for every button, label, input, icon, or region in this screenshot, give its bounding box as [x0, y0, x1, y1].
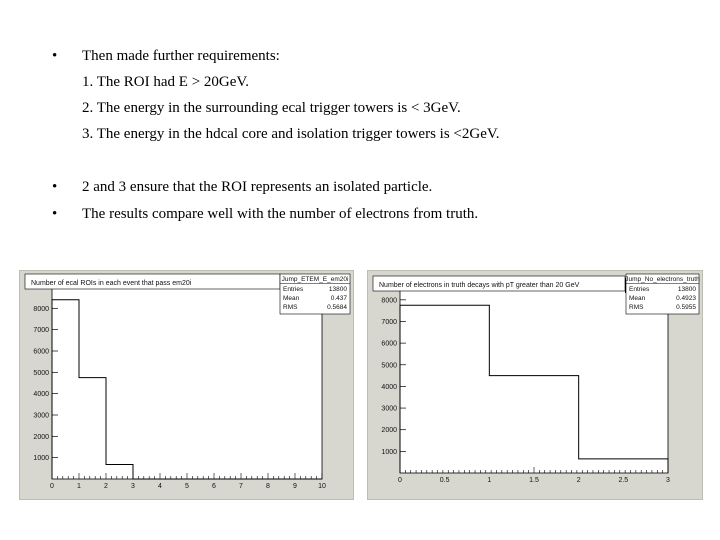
y-tick-label: 2000: [381, 427, 397, 435]
y-tick-label: 1000: [381, 448, 397, 456]
sub-item: 1. The ROI had E > 20GeV.: [82, 74, 250, 90]
x-tick-label: 3: [666, 477, 670, 484]
x-tick-label: 9: [293, 483, 297, 490]
y-tick-label: 8000: [33, 305, 49, 313]
bullet-marker: •: [52, 179, 58, 195]
stats-value: 0.437: [330, 295, 347, 302]
bullet-text: 2 and 3 ensure that the ROI represents an isolated particle.: [82, 179, 433, 195]
y-tick-label: 6000: [33, 348, 49, 356]
histogram-ecal-rois: [20, 271, 353, 499]
y-tick-label: 7000: [33, 327, 49, 335]
y-tick-label: 4000: [33, 391, 49, 399]
y-tick-label: 5000: [33, 369, 49, 377]
bullet-marker: •: [52, 48, 58, 64]
y-tick-label: 2000: [33, 433, 49, 441]
x-tick-label: 4: [158, 483, 162, 490]
x-tick-label: 0: [50, 483, 54, 490]
x-tick-label: 3: [131, 483, 135, 490]
x-tick-label: 5: [185, 483, 189, 490]
stats-title: Jump_ETEM_E_em20i: [281, 276, 349, 283]
stats-label: Entries: [629, 286, 650, 293]
histogram-truth-electrons: [368, 271, 702, 499]
y-tick-label: 1000: [33, 455, 49, 463]
stats-value: 13800: [328, 286, 347, 293]
x-tick-label: 2: [576, 477, 581, 484]
x-tick-label: 1: [77, 483, 81, 490]
y-tick-label: 3000: [381, 405, 397, 413]
x-tick-label: 7: [239, 483, 243, 490]
sub-item: 2. The energy in the surrounding ecal trigger towers is < 3GeV.: [82, 100, 461, 116]
x-tick-label: 1.5: [529, 477, 539, 484]
bullet-text: The results compare well with the number of electrons from truth.: [82, 206, 479, 222]
histogram-bin: [400, 305, 489, 473]
x-tick-label: 6: [212, 483, 216, 490]
stats-title: Jump_No_electrons_truth: [625, 276, 700, 283]
stats-label: Entries: [283, 286, 304, 293]
histogram-panel-ecal-rois: [19, 270, 354, 500]
y-tick-label: 6000: [381, 340, 397, 348]
y-tick-label: 4000: [381, 383, 397, 391]
stats-label: Mean: [283, 295, 300, 302]
histogram-bin: [579, 459, 668, 473]
y-tick-label: 3000: [33, 412, 49, 420]
y-tick-label: 8000: [381, 297, 397, 305]
x-tick-label: 10: [318, 483, 326, 490]
x-tick-label: 0.5: [439, 477, 450, 484]
x-tick-label: 2: [104, 483, 108, 490]
stats-value: 0.5684: [327, 304, 347, 311]
bullet-text: Then made further requirements:: [82, 48, 280, 64]
y-tick-label: 5000: [381, 362, 397, 370]
bullet-marker: •: [52, 206, 58, 222]
histogram-panel-truth-electrons: [367, 270, 703, 500]
histogram-bin: [79, 378, 106, 479]
x-tick-label: 8: [266, 483, 270, 490]
chart-title: Number of electrons in truth decays with pT greater than 20 GeV: [379, 282, 580, 289]
stats-value: 0.4923: [676, 295, 696, 302]
stats-value: 13800: [677, 286, 696, 293]
sub-item: 3. The energy in the hdcal core and isolation trigger towers is <2GeV.: [82, 126, 500, 142]
histogram-bin: [52, 300, 79, 479]
x-tick-label: 2.5: [618, 477, 629, 484]
stats-label: RMS: [283, 304, 298, 311]
x-tick-label: 1: [487, 477, 492, 484]
stats-label: Mean: [629, 295, 646, 302]
stats-value: 0.5955: [676, 304, 696, 311]
histogram-bin: [106, 464, 133, 479]
x-tick-label: 0: [398, 477, 402, 484]
histogram-bin: [489, 376, 578, 473]
chart-title: Number of ecal ROIs in each event that pass em20i: [31, 280, 192, 287]
y-tick-label: 7000: [381, 318, 397, 326]
stats-label: RMS: [629, 304, 644, 311]
